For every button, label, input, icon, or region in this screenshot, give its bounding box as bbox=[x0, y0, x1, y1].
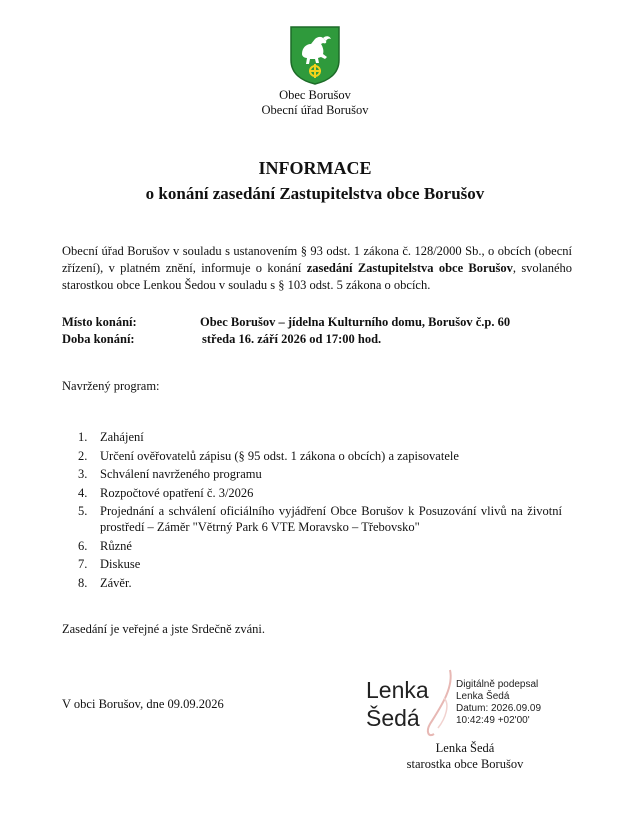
program-item-number: 3. bbox=[78, 467, 88, 481]
document-title: INFORMACE bbox=[258, 158, 372, 178]
program-item bbox=[62, 503, 562, 535]
time-label: Doba konání: bbox=[62, 332, 135, 346]
program-item-text: Určení ověřovatelů zápisu (§ 95 odst. 1 zákona o obcích) a zapisovatele bbox=[100, 448, 459, 463]
program-item bbox=[62, 466, 562, 482]
document-subtitle: o konání zasedání Zastupitelstva obce Borušov bbox=[145, 184, 485, 203]
signer-role: starostka obce Borušov bbox=[406, 757, 524, 771]
intro-text-2: , svolaného starostkou obce Lenkou Šedou v souladu s § 103 odst. 5 zákona o obcích. bbox=[62, 261, 573, 292]
program-list bbox=[62, 429, 562, 593]
program-item-text: Schválení navrženého programu bbox=[100, 467, 262, 481]
program-item bbox=[62, 485, 562, 501]
program-item-number: 4. bbox=[78, 485, 88, 500]
intro-text-bold: zasedání Zastupitelstva obce Borušov bbox=[306, 261, 513, 275]
program-item bbox=[62, 448, 562, 464]
program-item-text: Různé bbox=[100, 538, 132, 553]
signature-line-4: 10:42:49 +02'00' bbox=[456, 715, 530, 726]
place-date: V obci Borušov, dne 09.09.2026 bbox=[62, 697, 224, 711]
program-item bbox=[62, 429, 562, 445]
place-label: Místo konání: bbox=[62, 315, 137, 329]
office-name: Obecní úřad Borušov bbox=[261, 103, 369, 117]
program-heading: Navržený program: bbox=[62, 379, 160, 393]
time-value: středa 16. září 2026 od 17:00 hod. bbox=[202, 332, 382, 346]
municipality-name: Obec Borušov bbox=[279, 88, 351, 102]
intro-paragraph bbox=[62, 243, 572, 294]
time-row bbox=[62, 332, 582, 348]
program-item-text: Rozpočtové opatření č. 3/2026 bbox=[100, 485, 254, 500]
program-item-number: 6. bbox=[78, 538, 88, 553]
program-item-text: Zahájení bbox=[100, 430, 144, 444]
program-item-number: 5. bbox=[78, 504, 88, 518]
signature-last-name: Šedá bbox=[366, 705, 420, 731]
signature-line-3: Datum: 2026.09.09 bbox=[456, 703, 542, 714]
program-item bbox=[62, 575, 562, 591]
signer-name: Lenka Šedá bbox=[435, 741, 495, 755]
program-item-text: Projednání a schválení oficiálního vyjádření Obce Borušov k Posuzování vlivů na životní prostředí – Záměr "Větrný Park 6 VTE Moravsko – Třebovsko" bbox=[100, 504, 562, 534]
program-item-number: 7. bbox=[78, 557, 88, 571]
signature-line-1: Digitálně podepsal bbox=[456, 679, 539, 690]
closing-text: Zasedání je veřejné a jste Srdečně zváni. bbox=[62, 622, 266, 636]
signature-first-name: Lenka bbox=[366, 677, 429, 703]
signature-line-2: Lenka Šedá bbox=[456, 691, 510, 702]
program-item-text: Závěr. bbox=[100, 575, 132, 590]
intro-text-1: Obecní úřad Borušov v souladu s ustanovením § 93 odst. 1 zákona č. 128/2000 Sb., o obcích (obecní zřízení), v platném znění, informuje o konání bbox=[62, 244, 572, 275]
program-item-number: 1. bbox=[78, 430, 88, 444]
program-item-number: 2. bbox=[78, 448, 88, 463]
program-item bbox=[62, 538, 562, 554]
coat-of-arms-icon bbox=[288, 24, 342, 86]
place-value: Obec Borušov – jídelna Kulturního domu, Borušov č.p. 60 bbox=[200, 315, 511, 329]
program-item-text: Diskuse bbox=[100, 557, 141, 571]
program-item bbox=[62, 556, 562, 572]
place-row bbox=[62, 315, 582, 331]
program-item-number: 8. bbox=[78, 575, 88, 590]
signature-details bbox=[456, 679, 541, 727]
